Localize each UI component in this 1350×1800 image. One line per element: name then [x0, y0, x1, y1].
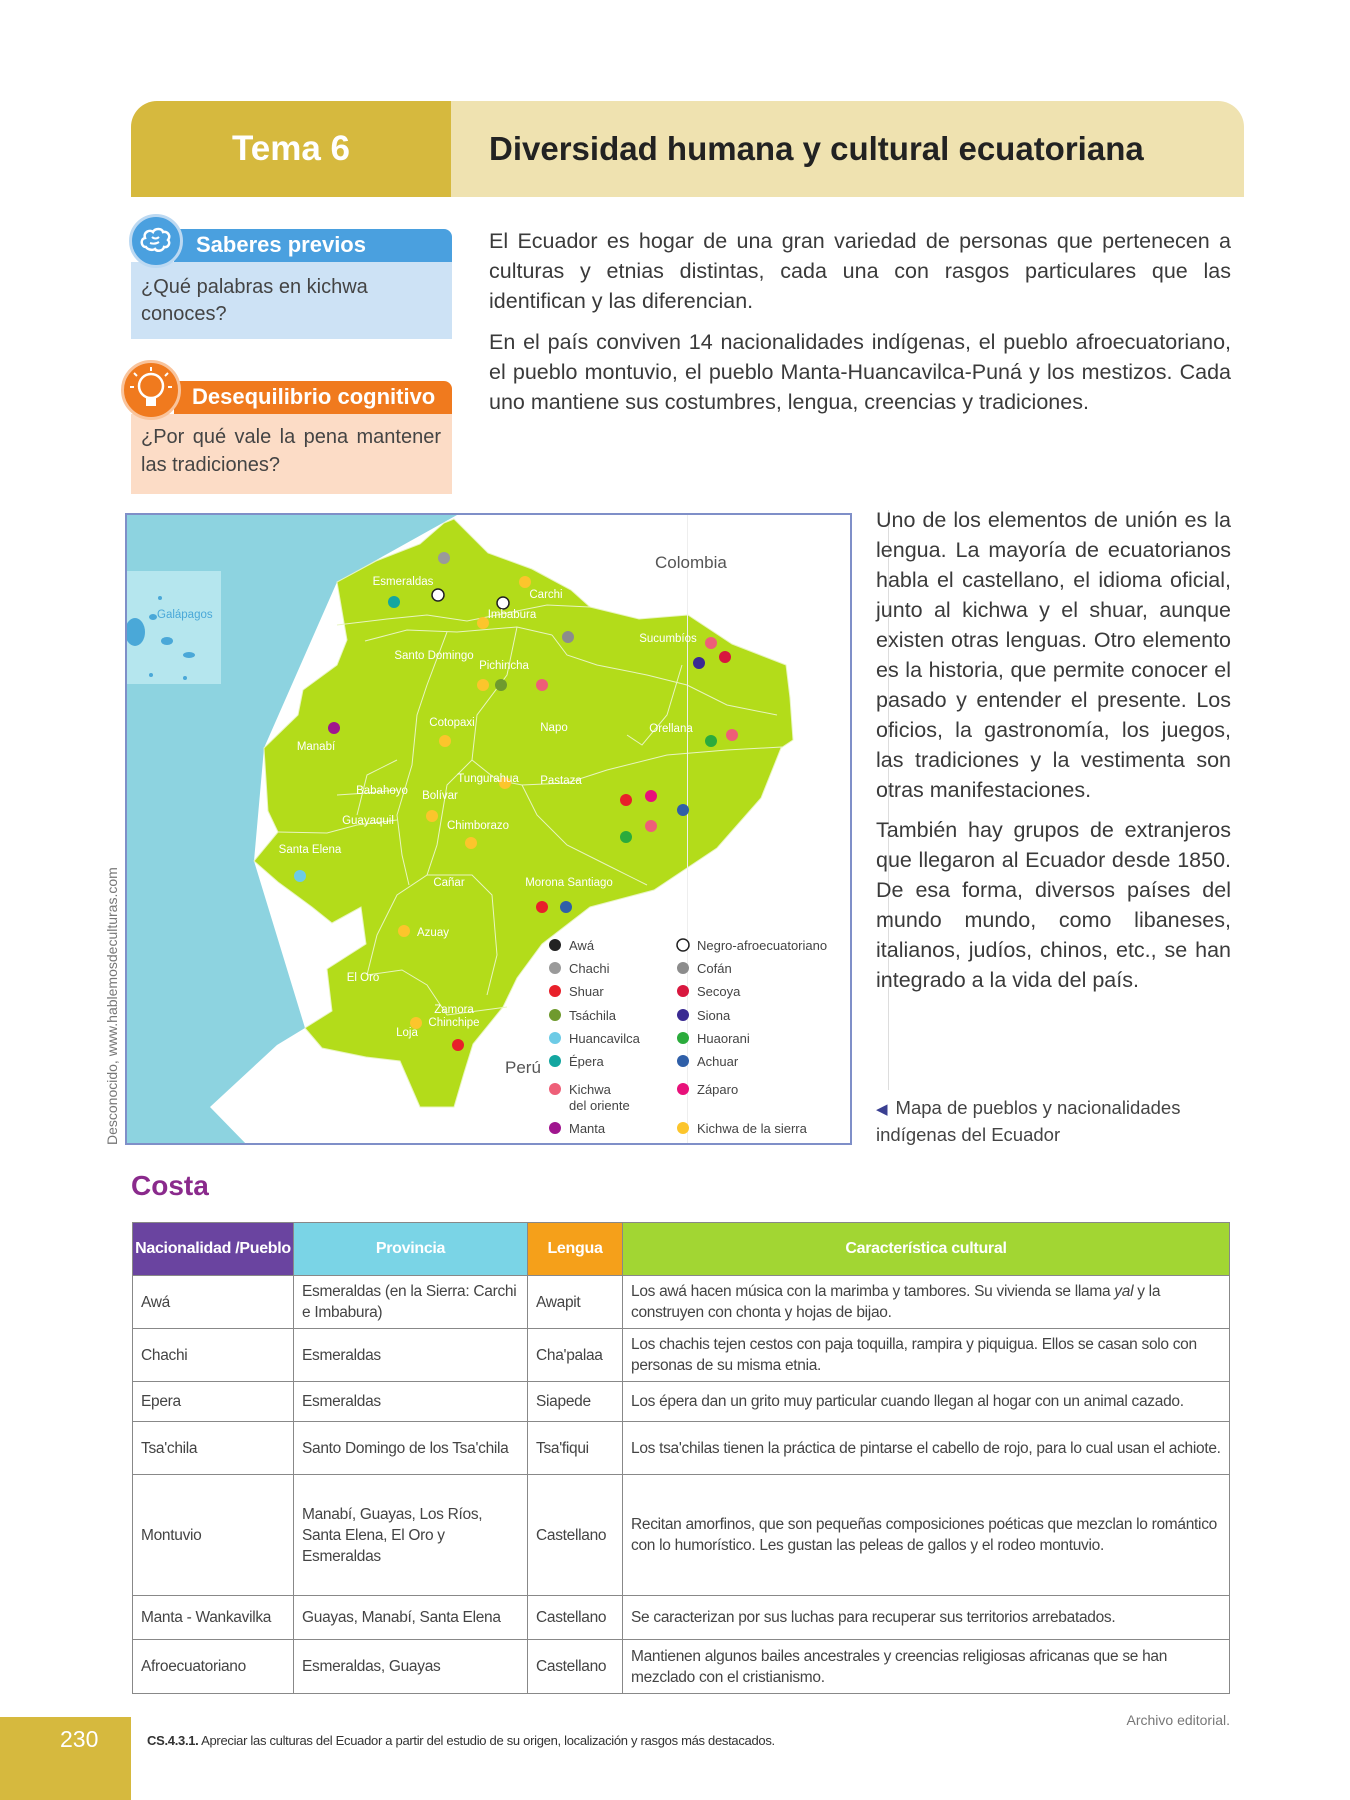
cell-provincia: Esmeraldas — [294, 1382, 528, 1422]
province-label: Bolívar — [422, 790, 458, 802]
province-label: Napo — [540, 722, 568, 734]
cell-pueblo: Afroecuatoriano — [133, 1640, 294, 1694]
map-marker-manta — [328, 722, 340, 734]
topic-number: Tema 6 — [231, 129, 351, 168]
desequilibrio-title: Desequilibrio cognitivo — [192, 384, 436, 409]
header-caracteristica: Característica cultural — [623, 1223, 1230, 1276]
right-paragraph: También hay grupos de extranjeros que llegaron al Ecuador desde 1850. De esa forma, diversos países del mundo mundo, como libaneses, italianos, judíos, chinos, etc., se han integrado a la vida del país. — [876, 818, 1231, 992]
province-label: Santo Domingo — [394, 650, 474, 662]
legend-label: Záparo — [697, 1082, 739, 1097]
legend-label: Huancavilca — [569, 1031, 640, 1046]
legend-label-line: del oriente — [569, 1098, 630, 1113]
province-label: Imbabura — [487, 609, 537, 621]
province-label: Azuay — [417, 927, 449, 939]
galapagos-label: Galápagos — [157, 609, 213, 621]
costa-table — [132, 1222, 1230, 1694]
right-paragraph: Uno de los elementos de unión es la lengua. La mayoría de ecuatorianos habla el castellano, el idioma oficial, junto al kichwa y el shuar, aunque existen otras lenguas. Otro elemento es la historia, que permite conocer el pasado y entender el presente. Los oficios, la gastronomía, los juegos, las tradiciones y la vestimenta son otras manifestaciones. — [876, 508, 1231, 802]
ecuador-map — [125, 513, 852, 1145]
cell-caracteristica: Se caracterizan por sus luchas para recuperar sus territorios arrebatados. — [623, 1596, 1230, 1640]
photo-credit: Archivo editorial. — [1126, 1712, 1230, 1728]
map-marker-huaorani — [620, 831, 632, 843]
header-lengua: Lengua — [528, 1223, 623, 1276]
legend-label: Huaorani — [697, 1031, 750, 1046]
legend-swatch — [549, 1055, 561, 1067]
legend-swatch — [677, 1009, 689, 1021]
table-row — [133, 1422, 1230, 1475]
cell-lengua: Siapede — [528, 1382, 623, 1422]
image-credit: Desconocido, www.hablemosdeculturas.com — [104, 867, 120, 1145]
map-marker-shuar — [620, 794, 632, 806]
table-row — [133, 1276, 1230, 1329]
map-marker-kichwa-de-la-sierra — [439, 735, 451, 747]
lightbulb-icon — [121, 360, 181, 420]
map-marker-negro-afroecuatoriano — [432, 589, 444, 601]
map-caption — [876, 1095, 1216, 1147]
legend-label: Negro-afroecuatoriano — [697, 938, 828, 953]
map-marker-shuar — [452, 1039, 464, 1051]
colombia-label: Colombia — [655, 553, 727, 572]
legend-label: Épera — [569, 1054, 604, 1069]
province-label: Cotopaxi — [429, 717, 475, 729]
map-marker-achuar — [677, 804, 689, 816]
map-marker-huancavilca — [294, 870, 306, 882]
map-marker-siona — [693, 657, 705, 669]
saberes-title: Saberes previos — [196, 232, 366, 257]
legend-swatch — [549, 1083, 561, 1095]
cell-caracteristica: Los chachis tejen cestos con paja toquilla, rampira y piquigua. Ellos se casan solo con personas de su misma etnia. — [623, 1329, 1230, 1382]
legend-swatch — [677, 1122, 689, 1134]
legend-label-line: Kichwa — [569, 1082, 611, 1097]
header-provincia: Provincia — [294, 1223, 528, 1276]
cell-caracteristica: Mantienen algunos bailes ancestrales y creencias religiosas africanas que se han mezclado con el cristianismo. — [623, 1640, 1230, 1694]
standard-text: Apreciar las culturas del Ecuador a partir del estudio de su origen, localización y rasgos más destacados. — [201, 1733, 775, 1748]
legend-label — [569, 1082, 630, 1113]
legend-label: Awá — [569, 938, 595, 953]
legend-swatch — [549, 939, 561, 951]
legend-swatch — [677, 939, 689, 951]
cell-pueblo: Tsa'chila — [133, 1422, 294, 1475]
intro-paragraph: El Ecuador es hogar de una gran variedad de personas que pertenecen a culturas y etnias distintas, cada una con rasgos particulares que las identifican y las diferencian. — [489, 229, 1231, 313]
map-marker-chachi — [438, 552, 450, 564]
map-marker-huaorani — [705, 735, 717, 747]
cell-provincia: Esmeraldas — [294, 1329, 528, 1382]
province-label: Cañar — [433, 877, 465, 889]
province-label: Carchi — [529, 589, 563, 601]
cell-lengua: Awapit — [528, 1276, 623, 1329]
cell-lengua: Castellano — [528, 1475, 623, 1596]
legend-swatch — [677, 1055, 689, 1067]
page-number: 230 — [60, 1726, 99, 1752]
standard-code: CS.4.3.1. — [147, 1733, 199, 1748]
province-label: Chinchipe — [428, 1017, 480, 1029]
map-marker-kichwa-del-oriente — [645, 820, 657, 832]
table-row — [133, 1596, 1230, 1640]
map-marker-secoya — [719, 651, 731, 663]
legend-label: Tsáchila — [569, 1008, 616, 1023]
legend-label: Kichwa de la sierra — [697, 1121, 807, 1136]
province-label: Pastaza — [540, 775, 582, 787]
province-label: Morona Santiago — [525, 877, 613, 889]
province-label: Tungurahua — [457, 773, 519, 785]
cell-provincia: Santo Domingo de los Tsa'chila — [294, 1422, 528, 1475]
legend-label: Secoya — [697, 984, 741, 999]
legend-label: Manta — [569, 1121, 606, 1136]
desequilibrio-question: ¿Por qué vale la pena mantener las tradiciones? — [141, 426, 441, 476]
cell-caracteristica: Recitan amorfinos, que son pequeñas composiciones poéticas que mezclan lo romántico con lo humorístico. Les gustan las peleas de gallos y el rodeo montuvio. — [623, 1475, 1230, 1596]
legend-swatch — [549, 962, 561, 974]
map-marker-kichwa-del-oriente — [705, 637, 717, 649]
map-marker-kichwa-del-oriente — [726, 729, 738, 741]
legend-label: Siona — [697, 1008, 731, 1023]
province-label: Santa Elena — [278, 844, 342, 856]
section-heading-costa: Costa — [131, 1170, 209, 1201]
cell-pueblo: Manta - Wankavilka — [133, 1596, 294, 1640]
map-marker--pera — [388, 596, 400, 608]
legend-swatch — [677, 985, 689, 997]
map-marker-z-paro — [645, 790, 657, 802]
province-label: Loja — [396, 1027, 418, 1039]
legend-swatch — [549, 985, 561, 997]
triangle-pointer-icon: ◀ — [876, 1101, 888, 1118]
province-label: Manabí — [296, 741, 336, 753]
province-label: Pichincha — [479, 660, 529, 672]
page-title: Diversidad humana y cultural ecuatoriana — [489, 130, 1144, 167]
legend-swatch — [677, 962, 689, 974]
cell-pueblo: Montuvio — [133, 1475, 294, 1596]
table-row — [133, 1475, 1230, 1596]
legend-label: Chachi — [569, 961, 610, 976]
cell-caracteristica: Los awá hacen música con la marimba y tambores. Su vivienda se llama yal y la construyen con chonta y hojas de bijao. — [623, 1276, 1230, 1329]
cell-caracteristica: Los tsa'chilas tienen la práctica de pintarse el cabello de rojo, para lo cual usan el achiote. — [623, 1422, 1230, 1475]
map-marker-kichwa-del-oriente — [536, 679, 548, 691]
intro-paragraph: En el país conviven 14 nacionalidades indígenas, el pueblo afroecuatoriano, el pueblo montuvio, el pueblo Manta-Huancavilca-Puná y los mestizos. Cada uno mantiene sus costumbres, lengua, creencias y tradiciones. — [489, 330, 1231, 414]
table-row — [133, 1640, 1230, 1694]
map-marker-shuar — [536, 901, 548, 913]
curriculum-standard — [147, 1733, 775, 1748]
map-marker-achuar — [560, 901, 572, 913]
legend-swatch — [677, 1083, 689, 1095]
brain-icon — [129, 214, 183, 268]
province-label: Esmeraldas — [372, 576, 434, 588]
province-label: Chimborazo — [447, 820, 509, 832]
cell-lengua: Castellano — [528, 1596, 623, 1640]
map-marker-kichwa-de-la-sierra — [477, 679, 489, 691]
province-label: Babahoyo — [356, 785, 408, 797]
cell-pueblo: Awá — [133, 1276, 294, 1329]
map-marker-kichwa-de-la-sierra — [398, 925, 410, 937]
legend-label: Achuar — [697, 1054, 739, 1069]
cell-pueblo: Chachi — [133, 1329, 294, 1382]
map-marker-ts-chila — [495, 679, 507, 691]
cell-lengua: Tsa'fiqui — [528, 1422, 623, 1475]
legend-swatch — [549, 1009, 561, 1021]
intro-text — [489, 226, 1231, 428]
legend-swatch — [549, 1122, 561, 1134]
cell-pueblo: Epera — [133, 1382, 294, 1422]
cell-provincia: Guayas, Manabí, Santa Elena — [294, 1596, 528, 1640]
map-marker-cof-n — [562, 631, 574, 643]
map-gridline — [687, 515, 688, 1145]
cell-provincia: Manabí, Guayas, Los Ríos, Santa Elena, El Oro y Esmeraldas — [294, 1475, 528, 1596]
province-label: Guayaquil — [342, 815, 394, 827]
right-column-text — [876, 505, 1231, 1005]
province-label: El Oro — [346, 972, 380, 984]
cell-provincia: Esmeraldas (en la Sierra: Carchi e Imbabura) — [294, 1276, 528, 1329]
saberes-question: ¿Qué palabras en kichwa conoces? — [141, 276, 368, 325]
cell-lengua: Castellano — [528, 1640, 623, 1694]
legend-swatch — [677, 1032, 689, 1044]
province-label: Zamora — [434, 1004, 474, 1016]
cell-lengua: Cha'palaa — [528, 1329, 623, 1382]
map-marker-negro-afroecuatoriano — [497, 597, 509, 609]
cell-provincia: Esmeraldas, Guayas — [294, 1640, 528, 1694]
legend-label: Cofán — [697, 961, 732, 976]
legend-swatch — [549, 1032, 561, 1044]
table-row — [133, 1382, 1230, 1422]
map-caption-text: Mapa de pueblos y nacionalidades indígenas del Ecuador — [876, 1097, 1181, 1145]
saberes-title-bar — [174, 229, 452, 262]
legend-label: Shuar — [569, 984, 604, 999]
desequilibrio-title-bar — [174, 381, 452, 414]
map-marker-kichwa-de-la-sierra — [519, 576, 531, 588]
header-nacionalidad: Nacionalidad /Pueblo — [133, 1223, 294, 1276]
map-marker-kichwa-de-la-sierra — [465, 837, 477, 849]
province-label: Sucumbíos — [639, 633, 697, 645]
table-header-row — [133, 1223, 1230, 1276]
table-row — [133, 1329, 1230, 1382]
cell-caracteristica: Los épera dan un grito muy particular cuando llegan al hogar con un animal cazado. — [623, 1382, 1230, 1422]
peru-label: Perú — [505, 1058, 541, 1077]
map-marker-kichwa-de-la-sierra — [426, 810, 438, 822]
province-label: Orellana — [649, 723, 693, 735]
